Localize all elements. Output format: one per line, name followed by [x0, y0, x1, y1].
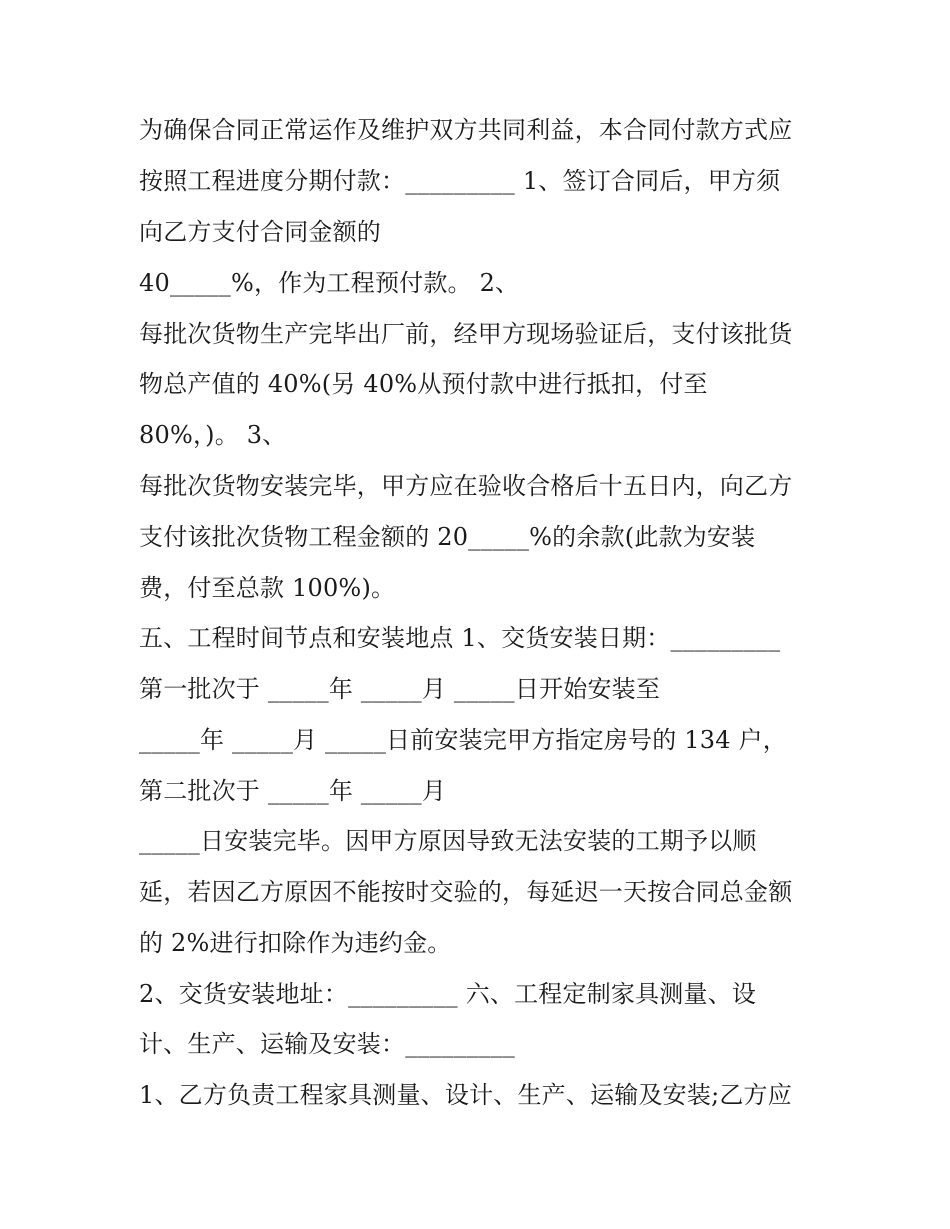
text-line: _____年 _____月 _____日前安装完甲方指定房号的 134 户， [139, 726, 787, 754]
text-line: 延，若因乙方原因不能按时交验的，每延迟一天按合同总金额 [139, 878, 793, 906]
text-line: _____日安装完毕。因甲方原因导致无法安装的工期予以顺 [139, 827, 757, 855]
text-line: 向乙方支付合同金额的 [139, 218, 381, 246]
text-line: 物总产值的 40%(另 40%从预付款中进行抵扣，付至 [139, 370, 708, 398]
text-line: 五、工程时间节点和安装地点 1、交货安装日期：_________ [139, 624, 781, 652]
text-line: 第二批次于 _____年 _____月 [139, 777, 447, 805]
text-line: 计、生产、运输及安装：_________ [139, 1030, 515, 1058]
text-line: 2、交货安装地址：_________ 六、工程定制家具测量、设 [139, 980, 757, 1008]
text-line: 的 2%进行扣除作为违约金。 [139, 929, 452, 957]
text-line: 支付该批次货物工程金额的 20_____%的余款(此款为安装 [139, 523, 756, 551]
text-line: 为确保合同正常运作及维护双方共同利益，本合同付款方式应 [139, 116, 793, 144]
text-line: 40_____%，作为工程预付款。 2、 [139, 269, 520, 297]
text-line: 第一批次于 _____年 _____月 _____日开始安装至 [139, 675, 661, 703]
text-line: 每批次货物安装完毕，甲方应在验收合格后十五日内，向乙方 [139, 472, 793, 500]
text-line: 1、乙方负责工程家具测量、设计、生产、运输及安装;乙方应 [139, 1081, 792, 1109]
text-line: 按照工程进度分期付款：_________ 1、签订合同后，甲方须 [139, 167, 781, 195]
text-line: 80%，)。 3、 [139, 421, 287, 449]
text-line: 每批次货物生产完毕出厂前，经甲方现场验证后，支付该批货 [139, 320, 793, 348]
text-line: 费，付至总款 100%)。 [139, 574, 396, 602]
